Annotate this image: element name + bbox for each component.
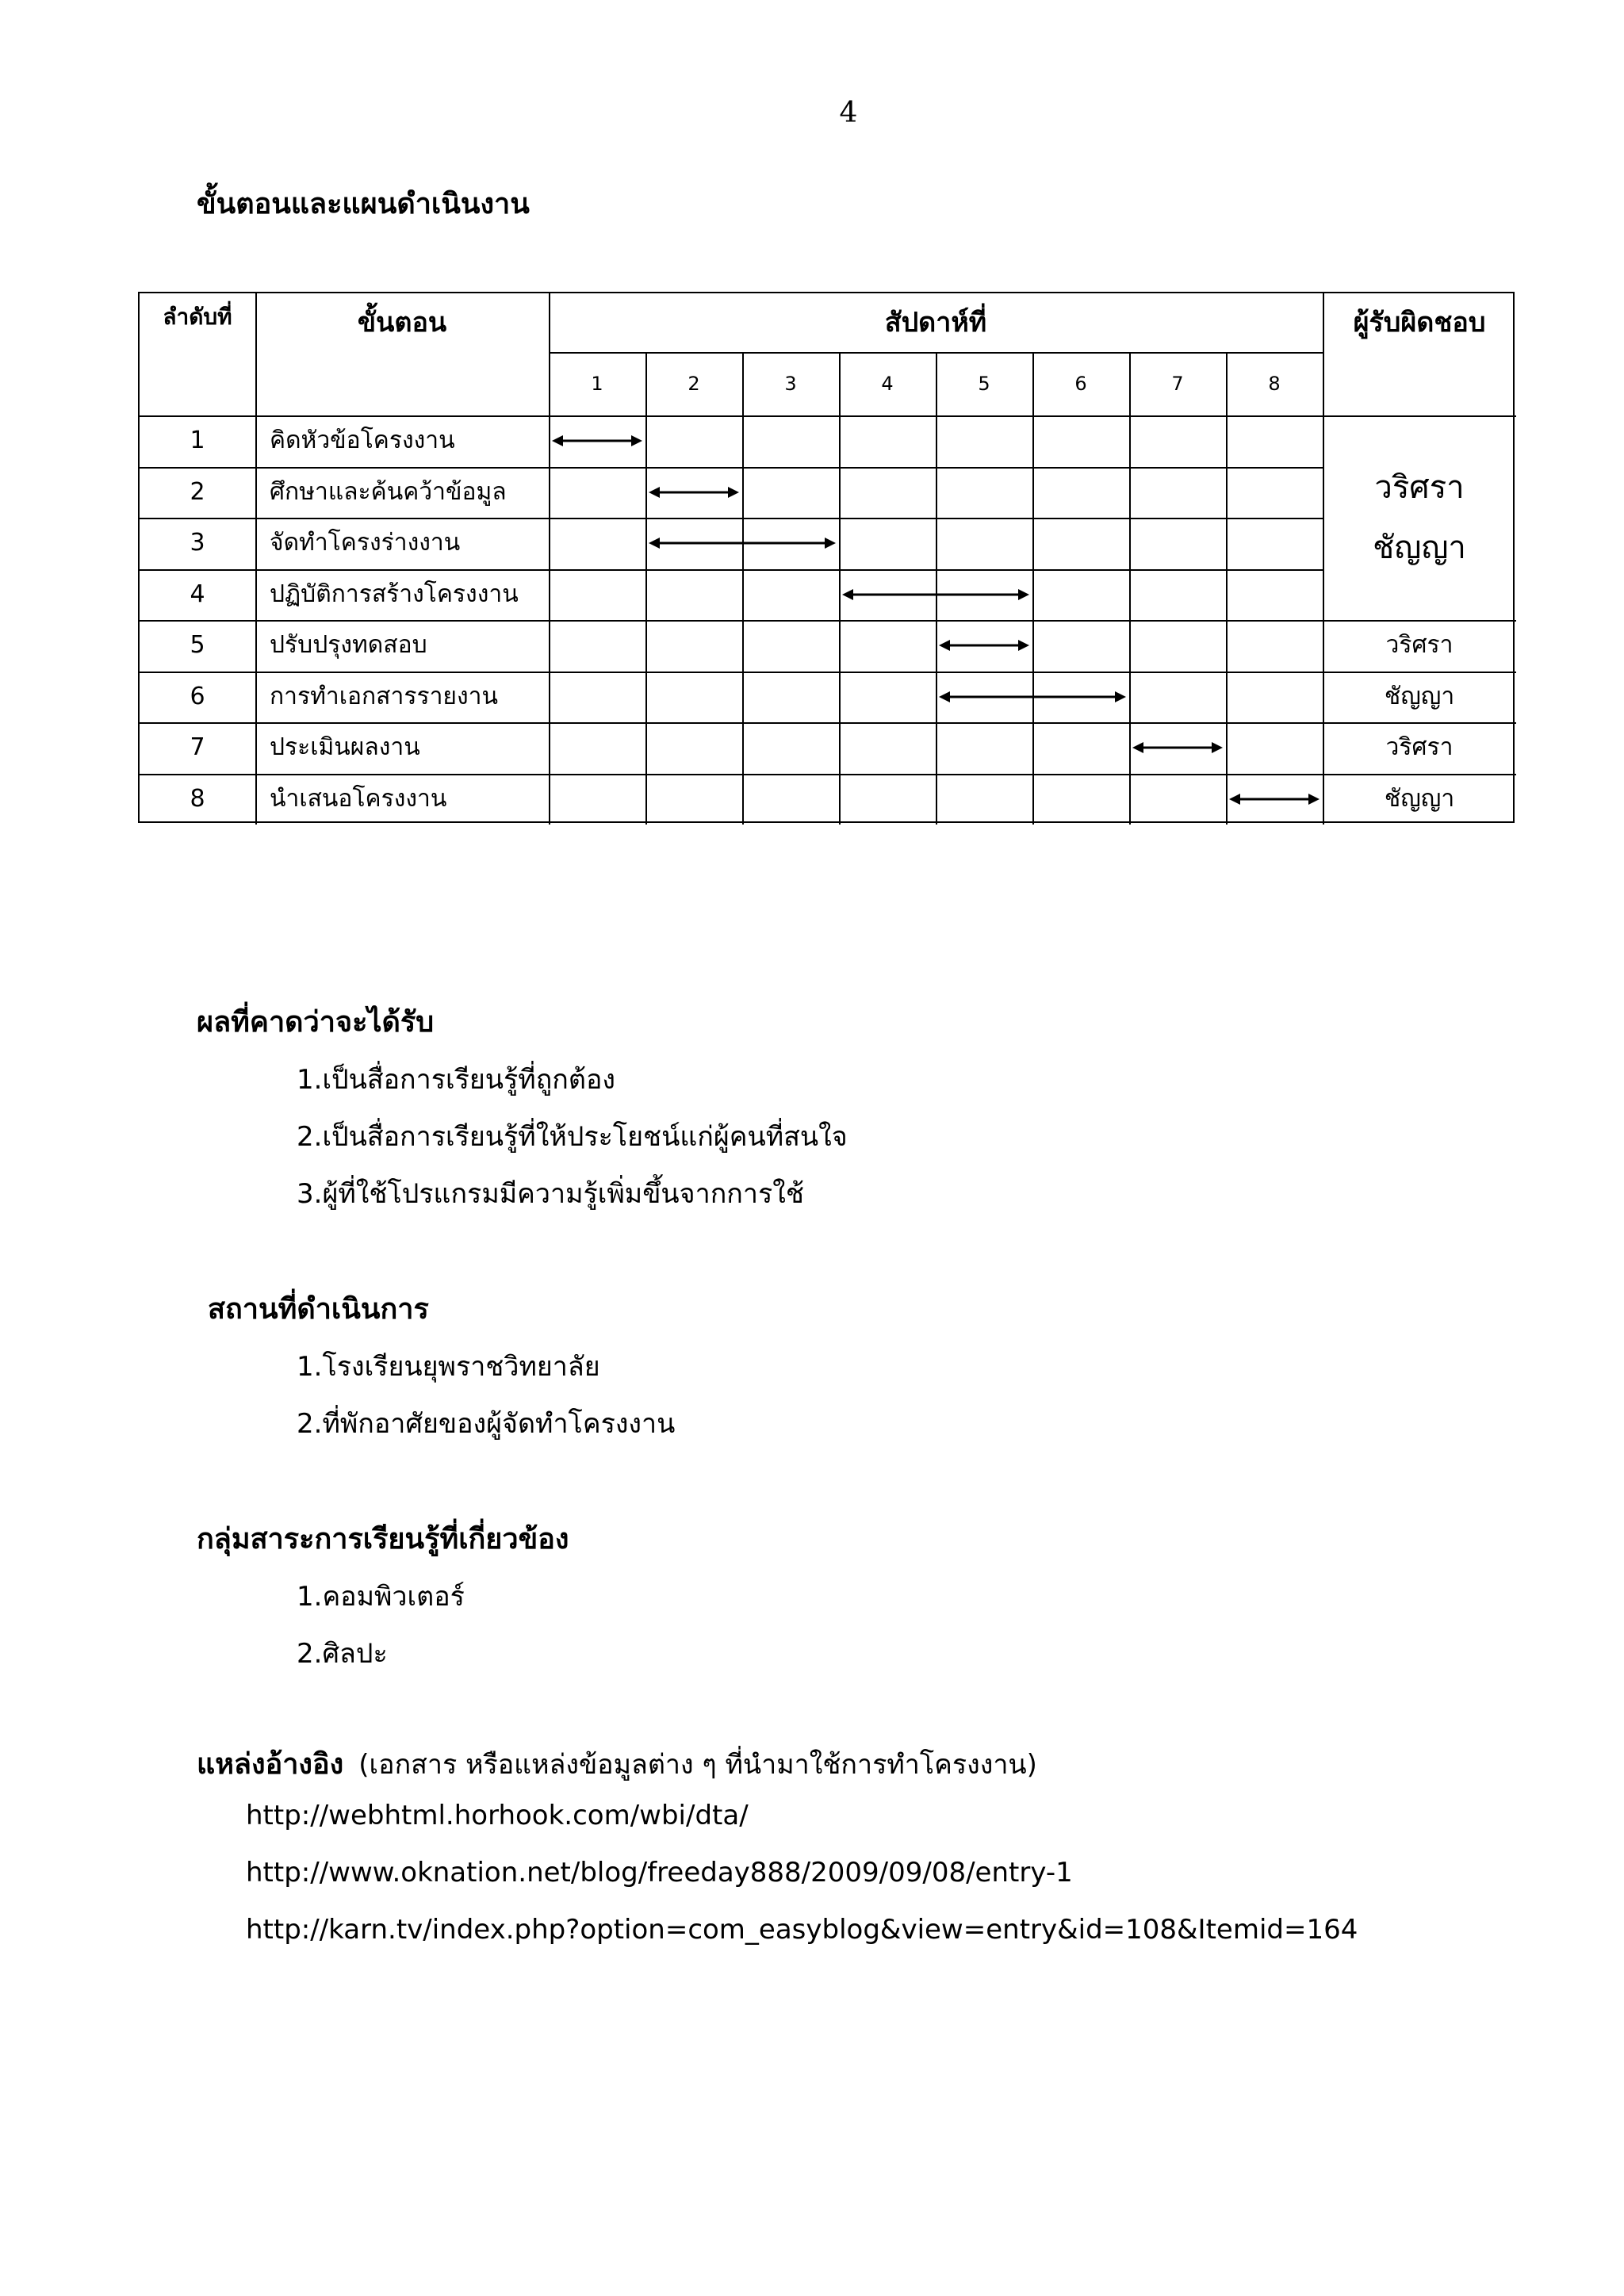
header-responsible: ผู้รับผิดชอบ [1353,307,1486,339]
location-heading: สถานที่ดำเนินการ [208,1293,429,1326]
references-note: (เอกสาร หรือแหล่งข้อมูลต่าง ๆ ที่นำมาใช้การทำโครงงาน) [358,1749,1037,1781]
subject-group-item: 1.คอมพิวเตอร์ [297,1581,465,1613]
header-week-number: 5 [978,373,990,395]
header-week-number: 6 [1074,373,1087,395]
table-column-divider [1129,352,1131,825]
timeline-arrow [552,433,642,449]
row-step: จัดทำโครงร่างงาน [270,529,461,557]
row-step: ปฏิบัติการสร้างโครงงาน [270,580,519,608]
row-number: 1 [190,427,205,455]
responsible-name: วริศรา [1374,469,1465,506]
subject-group-item: 2.ศิลปะ [297,1638,388,1670]
row-number: 2 [190,477,205,506]
header-week-number: 8 [1268,373,1281,395]
row-step: นำเสนอโครงงาน [270,784,447,813]
reference-link[interactable]: http://webhtml.horhook.com/wbi/dta/ [246,1800,749,1831]
timeline-arrow [649,484,739,500]
header-week-number: 4 [881,373,894,395]
row-step: การทำเอกสารรายงาน [270,682,498,710]
timeline-arrow [1229,791,1320,807]
timeline-arrow [939,637,1029,653]
header-week-number: 1 [591,373,603,395]
row-number: 3 [190,529,205,557]
header-step: ขั้นตอน [357,307,447,339]
responsible-name: วริศรา [1385,631,1454,660]
expected-result-item: 2.เป็นสื่อการเรียนรู้ที่ให้ประโยชน์แก่ผู้คนที่สนใจ [297,1121,848,1153]
schedule-table [138,292,1515,823]
header-order: ลำดับที่ [163,304,232,330]
header-week-number: 2 [688,373,700,395]
references-heading: แหล่งอ้างอิง [197,1748,344,1781]
responsible-merged [1323,415,1516,620]
row-step: ประเมินผลงาน [270,733,420,762]
responsible-name: วริศรา [1385,733,1454,762]
row-step: ปรับปรุงทดสอบ [270,631,427,660]
row-number: 5 [190,631,205,660]
row-number: 6 [190,682,205,710]
table-column-divider [839,352,841,825]
expected-result-item: 3.ผู้ที่ใช้โปรแกรมมีความรู้เพิ่มขึ้นจากการใช้ [297,1178,804,1210]
row-number: 7 [190,733,205,762]
expected-result-item: 1.เป็นสื่อการเรียนรู้ที่ถูกต้อง [297,1064,615,1096]
table-column-divider [645,352,647,825]
reference-link[interactable]: http://www.oknation.net/blog/freeday888/2009/09/08/entry-1 [246,1857,1073,1888]
row-step: คิดหัวข้อโครงงาน [270,427,455,455]
timeline-arrow [1132,740,1223,756]
timeline-arrow [939,689,1126,705]
timeline-arrow [842,587,1029,603]
reference-link[interactable]: http://karn.tv/index.php?option=com_easyblog&view=entry&id=108&Itemid=164 [246,1914,1358,1946]
row-number: 8 [190,784,205,813]
timeline-arrow [649,535,836,551]
location-item: 1.โรงเรียนยุพราชวิทยาลัย [297,1351,600,1383]
expected-results-heading: ผลที่คาดว่าจะได้รับ [197,1006,435,1039]
location-item: 2.ที่พักอาศัยของผู้จัดทำโครงงาน [297,1408,676,1440]
table-column-divider [1226,352,1228,825]
responsible-name: ชัญญา [1384,784,1455,813]
plan-heading: ขั้นตอนและแผนดำเนินงาน [197,188,530,220]
responsible-name: ชัญญา [1373,530,1466,566]
row-number: 4 [190,580,205,608]
header-week-number: 7 [1171,373,1184,395]
row-step: ศึกษาและค้นคว้าข้อมูล [270,477,507,506]
header-week: สัปดาห์ที่ [884,307,987,339]
page-number: 4 [839,97,858,129]
table-column-divider [1032,352,1034,825]
responsible-name: ชัญญา [1384,682,1455,710]
subject-group-heading: กลุ่มสาระการเรียนรู้ที่เกี่ยวข้อง [197,1523,569,1556]
header-week-number: 3 [784,373,797,395]
table-column-divider [742,352,744,825]
references-line [197,1741,1037,1786]
